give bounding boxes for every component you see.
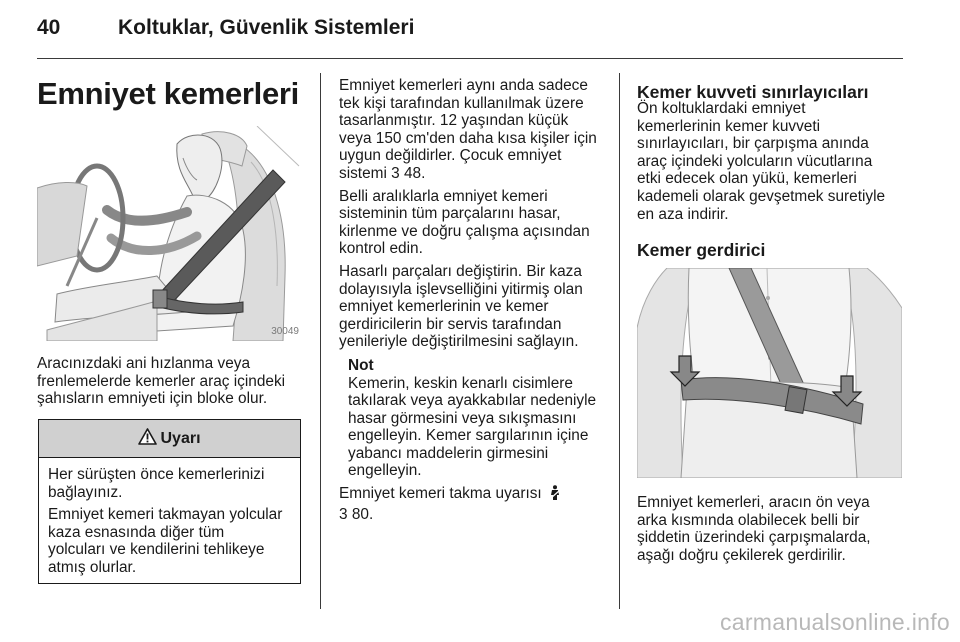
belt-usage-paragraph [339, 77, 614, 523]
driver-belt-drawing [37, 126, 302, 341]
note-line: Kemerin, keskin kenarlı cisimlere [348, 374, 573, 392]
text-line: dolayısıyla işlevselliğini yitirmiş olan [339, 280, 583, 298]
note-title: Not [348, 356, 374, 374]
text-line: kemerlerinin kemer kuvveti [637, 117, 821, 135]
section-title: Koltuklar, Güvenlik Sistemleri [118, 16, 415, 39]
text-line: sistemi 3 48. [339, 164, 426, 182]
page-number: 40 [37, 16, 61, 39]
force-limiter-heading: Kemer kuvveti sınırlayıcıları [637, 82, 869, 102]
text-line: emniyet kemerlerinin ve kemer [339, 298, 549, 316]
text-line: tasarlanmıştır. 12 yaşından küçük [339, 112, 569, 130]
text-line: arka kısmında olabilecek belli bir [637, 511, 860, 529]
seatbelt-person-icon [549, 485, 561, 506]
column-divider-2 [619, 73, 620, 609]
note-line: hasar görmesini veya sıkışmasını [348, 409, 577, 427]
page-heading: Emniyet kemerleri [37, 76, 299, 111]
warning-title: Uyarı [160, 429, 201, 447]
warning-body [39, 458, 300, 577]
text-line: tek kişi tarafından kullanılmak üzere [339, 94, 584, 112]
intro-line: şahısların emniyeti için bloke olur. [37, 390, 268, 408]
text-line: Emniyet kemerleri aynı anda sadece [339, 77, 588, 94]
warning-header [39, 420, 300, 458]
reminder-text: Emniyet kemeri takma uyarısı [339, 485, 542, 503]
text-line: sisteminin tüm parçalarını hasar, [339, 205, 561, 223]
text-line: aşağı doğru çekilerek gerdirilir. [637, 546, 846, 564]
note-line: yabancı maddelerin girmesini [348, 444, 549, 462]
warning-line: Her sürüşten önce kemerlerinizi [48, 466, 265, 483]
text-line: araç içindeki yolcuların vücutlarına [637, 152, 873, 170]
text-line: kirlenme ve doğru çalışma açısından [339, 222, 590, 240]
seatbelt-driver-illustration [37, 126, 302, 341]
reminder-ref: 3 80. [339, 505, 374, 523]
header-rule [37, 58, 903, 59]
note-block [339, 357, 614, 480]
text-line: gerdiricilerin bir servis tarafından [339, 315, 562, 333]
intro-line: Aracınızdaki ani hızlanma veya [37, 355, 251, 372]
warning-line: yolcuları ve kendilerini tehlikeye [48, 541, 265, 559]
figure-number: 30049 [271, 326, 299, 337]
note-line: takılarak veya ayakkabılar nedeniyle [348, 392, 597, 410]
warning-line: Emniyet kemeri takmayan yolcular [48, 506, 283, 524]
text-line: veya 150 cm'den daha kısa kişiler için [339, 129, 597, 147]
text-line: kademeli olarak gevşetmek suretiyle [637, 187, 886, 205]
note-line: engelleyin. Kemer sargılarının içine [348, 427, 589, 445]
intro-paragraph [37, 355, 307, 408]
column-divider-1 [320, 73, 321, 609]
pretensioner-illustration [637, 268, 902, 478]
lap-belt-drawing [637, 268, 902, 478]
text-line: uygun değildirler. Çocuk emniyet [339, 147, 562, 165]
warning-line: atmış olurlar. [48, 558, 137, 576]
text-line: şiddetin üzerindeki çarpışmalarda, [637, 529, 871, 547]
text-line: Emniyet kemerleri, aracın ön veya [637, 494, 870, 511]
text-line: kontrol edin. [339, 240, 423, 258]
watermark: carmanualsonline.info [719, 609, 950, 635]
pretensioner-heading: Kemer gerdirici [637, 240, 766, 260]
text-line: Ön koltuklardaki emniyet [637, 100, 806, 117]
warning-line: kaza esnasında diğer tüm [48, 523, 225, 541]
text-line: etki edecek olan yükü, kemerleri [637, 170, 857, 188]
warning-box [38, 419, 301, 584]
warning-line: bağlayınız. [48, 483, 123, 501]
warning-triangle-icon [138, 428, 157, 450]
text-line: yenileriyle değiştirilmesini sağlayın. [339, 333, 579, 351]
text-line: en aza indirir. [637, 205, 729, 223]
text-line: sınırlayıcıları, bir çarpışma anında [637, 135, 869, 153]
pretensioner-paragraph [637, 494, 912, 564]
force-limiter-paragraph [637, 100, 912, 223]
text-line: Hasarlı parçaları değiştirin. Bir kaza [339, 262, 582, 280]
reminder-line [339, 485, 614, 506]
note-line: engelleyin. [348, 462, 422, 480]
text-line: Belli aralıklarla emniyet kemeri [339, 187, 548, 205]
intro-line: frenlemelerde kemerler araç içindeki [37, 372, 286, 390]
